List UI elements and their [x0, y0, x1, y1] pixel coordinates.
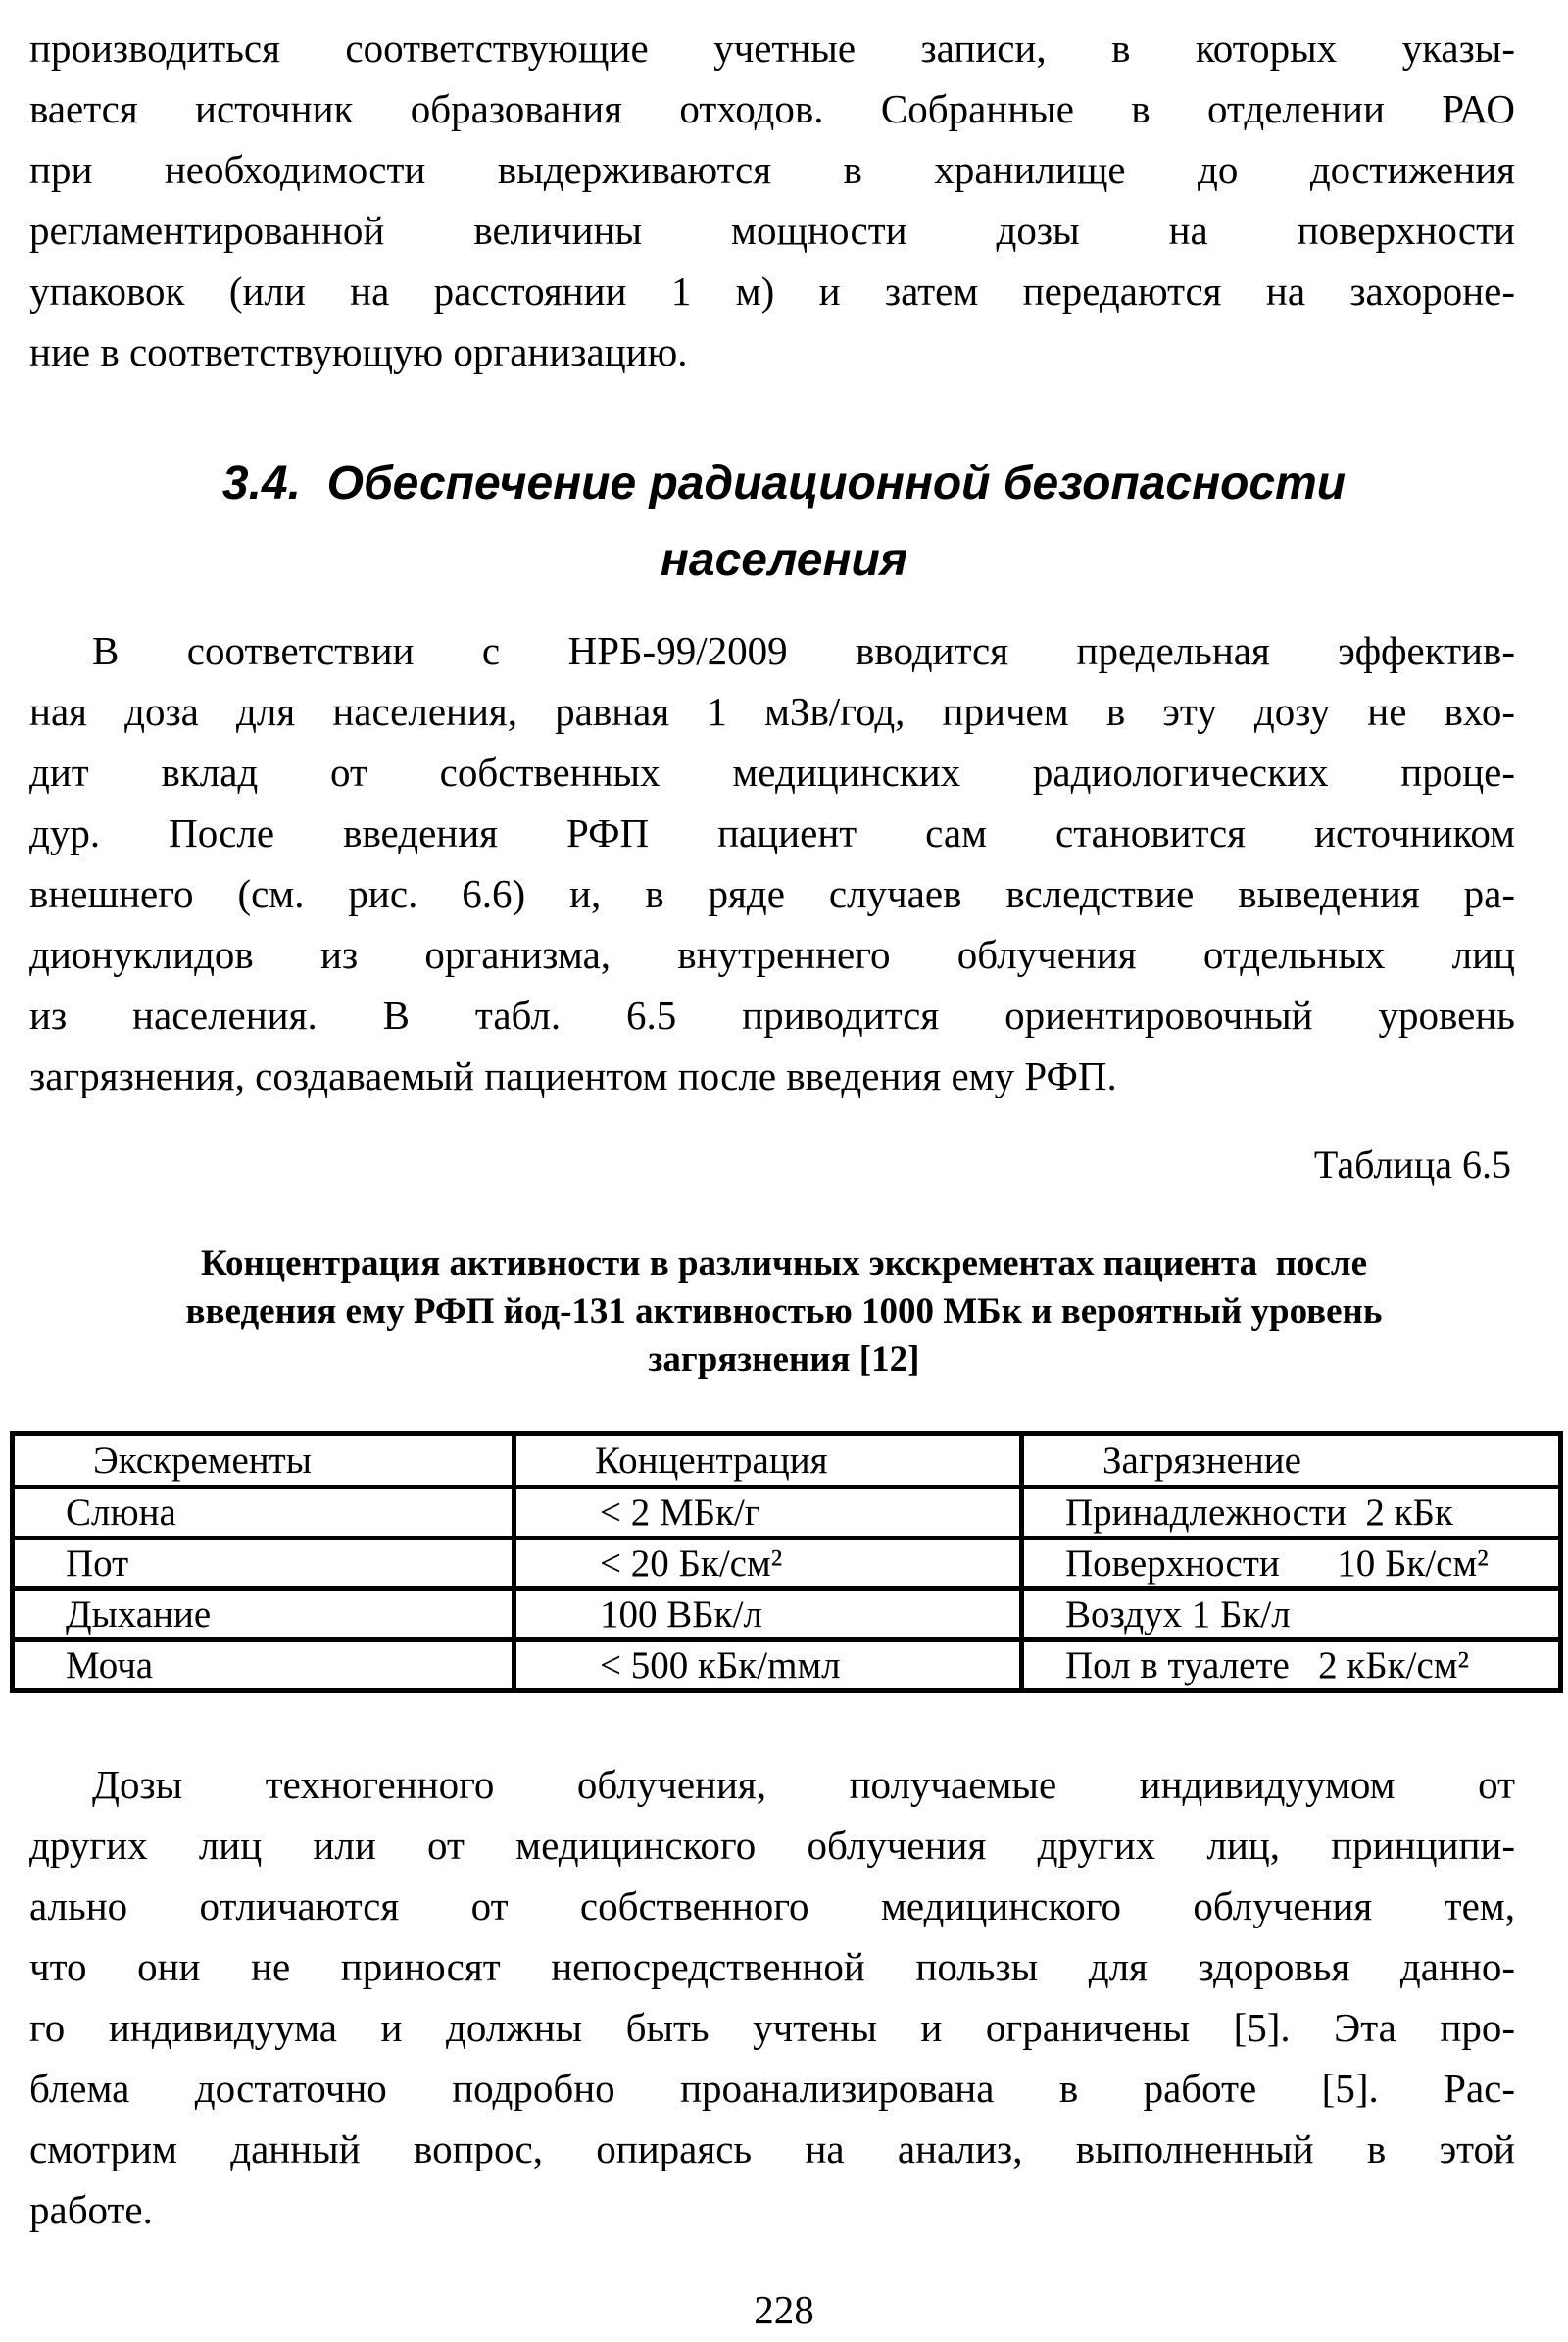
table-header-cell: Концентрация	[514, 1434, 1022, 1488]
text-line: при необходимости выдерживаются в хранилище до достижения	[29, 147, 1515, 192]
paragraph-1	[29, 18, 1515, 382]
section-heading	[0, 446, 1568, 599]
text-line: ально отличаются от собственного медицинского облучения тем,	[29, 1883, 1515, 1928]
excrement-activity-table	[10, 1431, 1563, 1693]
section-heading-line-2: населения	[660, 534, 908, 586]
text-line: ние в соответствующую организацию.	[29, 329, 688, 374]
table-cell: < 500 кБк/mмл	[514, 1640, 1022, 1691]
text-line: ная доза для населения, равная 1 мЗв/год, причем в эту дозу не вхо-	[29, 689, 1515, 734]
text-line: В соответствии с НРБ-99/2009 вводится предельная эффектив-	[92, 628, 1515, 673]
text-line: го индивидуума и должны быть учтены и ограничены [5]. Эта про-	[29, 2005, 1515, 2050]
table-cell: Моча	[13, 1640, 514, 1691]
table-row	[13, 1589, 1561, 1640]
text-line: загрязнения, создаваемый пациентом после введения ему РФП.	[29, 1053, 1117, 1098]
table-row	[13, 1488, 1561, 1538]
text-line: дур. После введения РФП пациент сам становится источником	[29, 810, 1515, 855]
text-line: внешнего (см. рис. 6.6) и, в ряде случаев вследствие выведения ра-	[29, 871, 1515, 916]
table-cell: Воздух 1 Бк/л	[1022, 1589, 1561, 1640]
table-row	[13, 1640, 1561, 1691]
table-caption-line: введения ему РФП йод-131 активностью 1000 МБк и вероятный уровень	[185, 1292, 1383, 1332]
text-line: блема достаточно подробно проанализирована в работе [5]. Рас-	[29, 2066, 1515, 2111]
text-line: дит вклад от собственных медицинских радиологических проце-	[29, 750, 1515, 795]
text-line: вается источник образования отходов. Собранные в отделении РАО	[29, 86, 1515, 131]
text-line: Дозы техногенного облучения, получаемые индивидуумом от	[92, 1762, 1515, 1807]
text-line: производиться соответствующие учетные записи, в которых указы-	[29, 25, 1515, 71]
table-cell: Принадлежности 2 кБк	[1022, 1488, 1561, 1538]
table-caption-line: загрязнения [12]	[648, 1340, 920, 1380]
section-heading-line-1: 3.4. Обеспечение радиационной безопасности	[221, 458, 1347, 510]
table-header-cell: Экскременты	[13, 1434, 514, 1488]
table-cell: Слюна	[13, 1488, 514, 1538]
table-cell: Пот	[13, 1538, 514, 1589]
text-line: что они не приносят непосредственной пользы для здоровья данно-	[29, 1944, 1515, 1989]
text-line: работе.	[29, 2187, 153, 2232]
table-cell: < 20 Бк/см²	[514, 1538, 1022, 1589]
text-line: регламентированной величины мощности дозы на поверхности	[29, 208, 1515, 253]
table-cell: Пол в туалете 2 кБк/см²	[1022, 1640, 1561, 1691]
text-line: упаковок (или на расстоянии 1 м) и затем передаются на захороне-	[29, 268, 1515, 314]
text-line: других лиц или от медицинского облучения других лиц, принципи-	[29, 1823, 1515, 1868]
page-number: 228	[754, 2287, 814, 2332]
text-line: из населения. В табл. 6.5 приводится ориентировочный уровень	[29, 993, 1515, 1038]
text-line: дионуклидов из организма, внутреннего облучения отдельных лиц	[29, 932, 1515, 977]
text-line: смотрим данный вопрос, опираясь на анализ, выполненный в этой	[29, 2126, 1515, 2171]
table-caption	[29, 1240, 1539, 1384]
paragraph-2	[29, 620, 1515, 1106]
table-cell: 100 ВБк/л	[514, 1589, 1022, 1640]
table-cell: Поверхности 10 Бк/см²	[1022, 1538, 1561, 1589]
table-body	[13, 1488, 1561, 1691]
table-caption-line: Концентрация активности в различных экскрементах пациента после	[200, 1244, 1368, 1284]
table-cell: Дыхание	[13, 1589, 514, 1640]
table-row	[13, 1538, 1561, 1589]
table-cell: < 2 МБк/г	[514, 1488, 1022, 1538]
paragraph-3	[29, 1754, 1515, 2240]
table-header-row	[13, 1434, 1561, 1488]
table-label: Таблица 6.5	[1313, 1143, 1511, 1187]
table-header-cell: Загрязнение	[1022, 1434, 1561, 1488]
